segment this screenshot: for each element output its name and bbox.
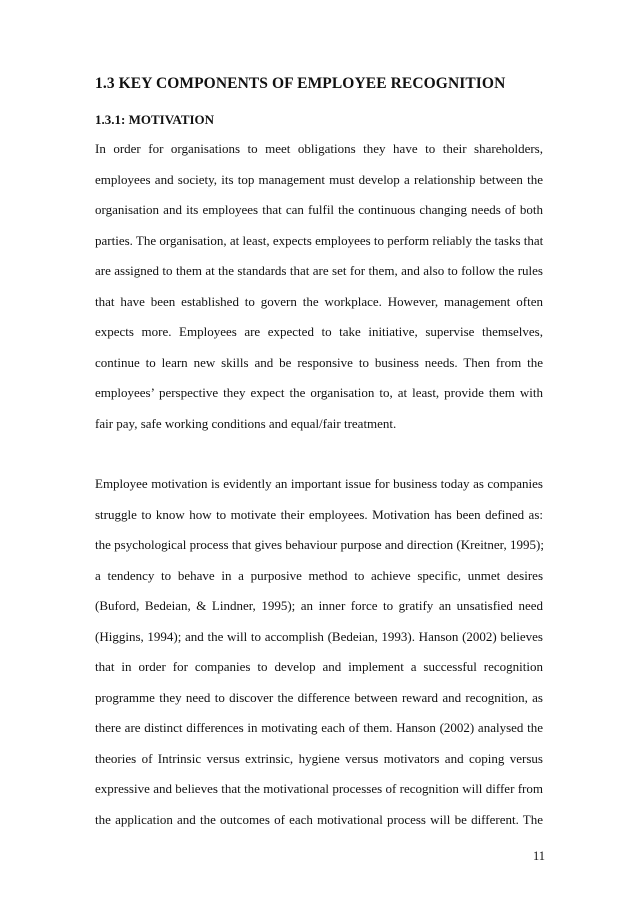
paragraph-line: that in order for companies to develop and implement a successful recognition <box>95 659 543 674</box>
paragraph-line: the psychological process that gives behaviour purpose and direction (Kreitner, 1995); <box>95 537 544 552</box>
paragraph-line: expects more. Employees are expected to take initiative, supervise themselves, <box>95 324 543 339</box>
paragraph-line: continue to learn new skills and be responsive to business needs. Then from the <box>95 354 543 370</box>
paragraph-line: that have been established to govern the workplace. However, management often <box>95 293 543 309</box>
paragraph-line: programme they need to discover the difference between reward and recognition, as <box>95 689 543 705</box>
paragraph-line: the application and the outcomes of each motivational process will be different. The <box>95 811 543 827</box>
paragraph-line: theories of Intrinsic versus extrinsic, hygiene versus motivators and coping versus <box>95 750 543 766</box>
paragraph-line: employees and society, its top management must develop a relationship between the <box>95 171 543 187</box>
paragraph-line: expressive and believes that the motivational processes of recognition will differ from <box>95 781 543 796</box>
paragraph-2 <box>95 469 543 835</box>
paragraph-line: In order for organisations to meet obligations they have to their shareholders, <box>95 141 543 156</box>
page-content <box>95 74 543 835</box>
paragraph-line: parties. The organisation, at least, expects employees to perform reliably the tasks that <box>95 232 544 248</box>
paragraph-line: (Higgins, 1994); and the will to accomplish (Bedeian, 1993). Hanson (2002) believes <box>95 628 543 644</box>
paragraph-line: Employee motivation is evidently an important issue for business today as companies <box>95 476 543 491</box>
subsection-heading: 1.3.1: MOTIVATION <box>95 112 215 127</box>
paragraph-line: are assigned to them at the standards that are set for them, and also to follow the rules <box>95 263 543 278</box>
paragraph-line: (Buford, Bedeian, & Lindner, 1995); an inner force to gratify an unsatisfied need <box>95 598 543 613</box>
paragraph-line: struggle to know how to motivate their employees. Motivation has been defined as: <box>95 506 543 522</box>
paragraph-line: fair pay, safe working conditions and equal/fair treatment. <box>95 415 397 431</box>
paragraph-line: employees’ perspective they expect the organisation to, at least, provide them with <box>95 385 543 400</box>
section-heading: 1.3 KEY COMPONENTS OF EMPLOYEE RECOGNITION <box>95 75 506 92</box>
paragraph-1 <box>95 134 543 439</box>
paragraph-line: there are distinct differences in motivating each of them. Hanson (2002) analysed the <box>95 720 543 735</box>
paragraph-line: a tendency to behave in a purposive method to achieve specific, unmet desires <box>95 567 543 583</box>
page-number: 11 <box>532 849 545 863</box>
paragraph-line: organisation and its employees that can fulfil the continuous changing needs of both <box>95 202 543 217</box>
